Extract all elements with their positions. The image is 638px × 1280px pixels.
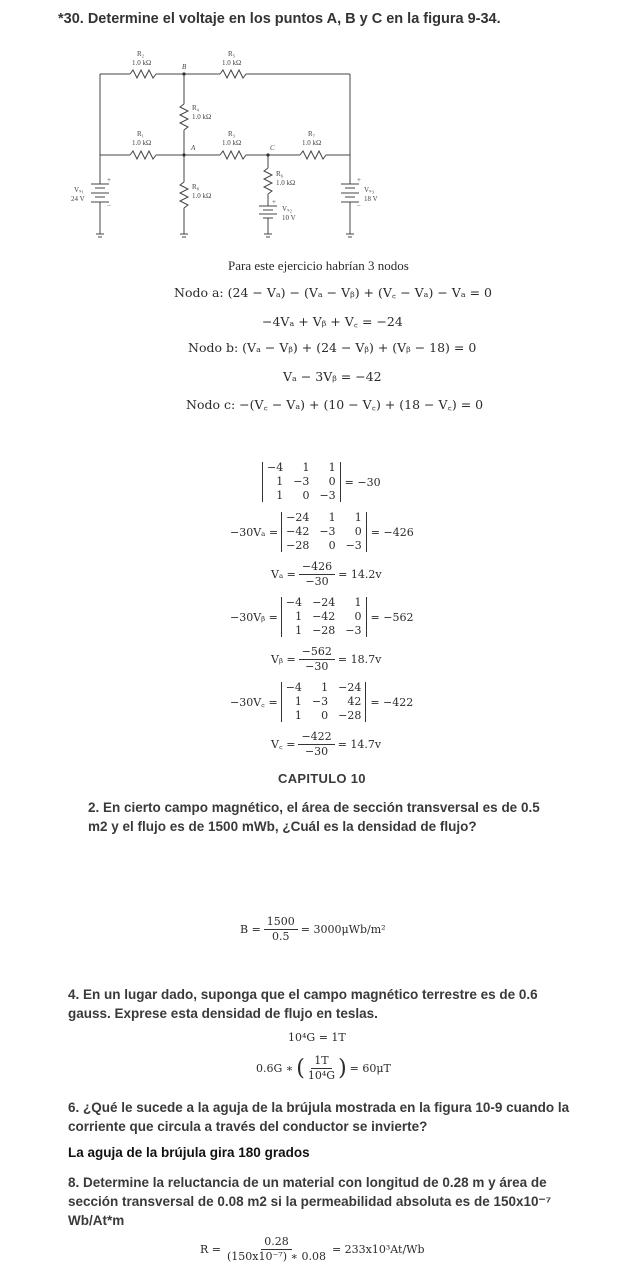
question-4: 4. En un lugar dado, suponga que el campo magnético terrestre es de 0.6 gauss. Exprese esta densidad de flujo en teslas. <box>68 987 538 1021</box>
matrix-cell: 1 <box>354 596 362 609</box>
node-c-expr: −(V꜀ − Vₐ) + (10 − V꜀) + (18 − V꜀) = 0 <box>239 397 484 412</box>
va-var: Vₐ = <box>271 568 296 582</box>
node-c-label: C <box>270 144 275 152</box>
matrix-cell: −42 <box>286 525 310 538</box>
matrix-cell: 1 <box>328 461 336 474</box>
matrix-cell: −42 <box>312 610 336 623</box>
q2-answer: = 3000μWb/m² <box>300 923 386 937</box>
vb-lhs: −30Vᵦ = <box>230 610 278 624</box>
vs1-minus: − <box>107 202 111 210</box>
matrix-vb <box>281 597 367 637</box>
r6-value: 1.0 kΩ <box>276 179 296 187</box>
circuit-diagram <box>60 44 400 249</box>
matrix-cell: −3 <box>345 624 362 637</box>
node-b-equation <box>188 340 476 355</box>
vb-determinant <box>230 597 413 637</box>
vb-det-result: = −562 <box>370 610 414 624</box>
matrix-cell: −3 <box>319 489 336 502</box>
matrix-cell: −3 <box>293 475 310 488</box>
matrix-cell: −24 <box>286 511 310 524</box>
r5-name: R₅ <box>228 50 236 58</box>
va-determinant <box>230 512 414 552</box>
vb-numerator: −562 <box>299 646 335 660</box>
matrix-cell: 0 <box>302 489 310 502</box>
matrix-cell: −24 <box>312 596 336 609</box>
vc-numerator: −422 <box>298 731 334 745</box>
r2-value: 1.0 kΩ <box>132 59 152 67</box>
node-a-label: A <box>191 144 196 152</box>
matrix-cell: −4 <box>267 461 284 474</box>
vs1-value: 24 V <box>71 195 85 203</box>
det-result: = −30 <box>344 475 381 489</box>
r3-name: R₃ <box>228 130 236 138</box>
matrix-cell: 0 <box>328 475 336 488</box>
node-c-equation <box>186 396 483 413</box>
vc-var: V꜀ = <box>271 738 296 752</box>
node-b-label-text: Nodo b: <box>188 340 239 355</box>
matrix-cell: 1 <box>276 489 284 502</box>
node-a-expr: (24 − Vₐ) − (Vₐ − Vᵦ) + (V꜀ − Vₐ) − Vₐ = 0 <box>227 285 493 300</box>
question-6: 6. ¿Qué le sucede a la aguja de la brújula mostrada en la figura 10-9 cuando la corriente que circula a través del conductor se invierte? <box>68 1100 570 1134</box>
q2-lhs: B = <box>240 923 261 937</box>
question-8: 8. Determine la reluctancia de un material con longitud de 0.28 m y área de sección transversal de 0.08 m2 si la permeabilidad absoluta es de 150x10⁻⁷ Wb/At*m <box>68 1175 552 1228</box>
va-lhs: −30Vₐ = <box>230 525 279 539</box>
matrix-cell: −24 <box>338 681 362 694</box>
vc-solution <box>271 731 381 758</box>
q2-solution <box>240 916 386 943</box>
q8-answer: = 233x10³At/Wb <box>331 1243 425 1257</box>
matrix-cell: 42 <box>347 695 362 708</box>
node-b-expr: (Vₐ − Vᵦ) + (24 − Vᵦ) + (Vᵦ − 18) = 0 <box>242 340 477 355</box>
vs2-value: 10 V <box>282 214 296 222</box>
chapter-title: CAPITULO 10 <box>278 771 366 786</box>
q2-denominator: 0.5 <box>272 930 290 944</box>
node-a-label-text: Nodo a: <box>174 285 224 300</box>
matrix-cell: −28 <box>312 624 336 637</box>
q8-lhs: R = <box>200 1243 221 1257</box>
matrix-cell: 0 <box>354 525 362 538</box>
vs2-plus: + <box>272 198 276 206</box>
system-determinant <box>262 462 381 502</box>
vc-answer: = 14.7v <box>337 738 382 752</box>
vs1-name: Vₛ₁ <box>74 186 85 194</box>
r5-value: 1.0 kΩ <box>222 59 242 67</box>
matrix-det <box>262 462 341 502</box>
q4-answer: = 60μT <box>349 1062 391 1076</box>
matrix-cell: −3 <box>311 695 329 708</box>
matrix-cell: −4 <box>285 681 302 694</box>
vs3-plus: + <box>357 176 361 184</box>
matrix-cell: 1 <box>302 461 310 474</box>
q4-denominator: 10⁴G <box>307 1069 336 1083</box>
q4-solution: 0.6G ∗ ( $\frac{1T}{\text{10⁴G}}$ ) = 60μT <box>256 1054 391 1083</box>
matrix-cell: 1 <box>294 695 302 708</box>
node-a-equation <box>174 284 492 301</box>
vs1-plus: + <box>107 176 111 184</box>
matrix-vc <box>281 682 367 722</box>
r8-name: R₈ <box>192 183 200 191</box>
matrix-cell: −3 <box>345 539 362 552</box>
q4-lhs: 0.6G ∗ <box>256 1062 294 1076</box>
matrix-cell: 0 <box>321 709 329 722</box>
q8-numerator: 0.28 <box>261 1236 292 1250</box>
vb-denominator: −30 <box>305 660 329 674</box>
matrix-cell: 1 <box>294 709 302 722</box>
va-det-result: = −426 <box>370 525 414 539</box>
matrix-cell: 1 <box>276 475 284 488</box>
r8-value: 1.0 kΩ <box>192 192 212 200</box>
nodes-intro: Para este ejercicio habrían 3 nodos <box>228 258 409 273</box>
r1-value: 1.0 kΩ <box>132 139 152 147</box>
vs2-name: Vₛ₂ <box>282 205 293 213</box>
node-c-label-text: Nodo c: <box>186 397 236 412</box>
matrix-cell: 1 <box>321 681 329 694</box>
vc-det-result: = −422 <box>370 695 414 709</box>
matrix-cell: 0 <box>328 539 336 552</box>
matrix-cell: −28 <box>286 539 310 552</box>
q2-numerator: 1500 <box>264 916 298 930</box>
q8-solution <box>200 1236 425 1263</box>
va-denominator: −30 <box>305 575 329 589</box>
vs3-name: Vₛ₃ <box>364 186 375 194</box>
vb-var: Vᵦ = <box>271 653 296 667</box>
matrix-cell: 1 <box>295 624 303 637</box>
question-2: 2. En cierto campo magnético, el área de sección transversal es de 0.5 m2 y el flujo es de 1500 mWb, ¿Cuál es la densidad de flujo? <box>88 800 540 834</box>
matrix-cell: −3 <box>319 525 336 538</box>
vs3-value: 18 V <box>364 195 378 203</box>
vc-denominator: −30 <box>304 745 329 759</box>
r2-name: R₂ <box>137 50 145 58</box>
vc-determinant <box>230 682 413 722</box>
matrix-cell: 1 <box>295 610 303 623</box>
matrix-cell: 1 <box>354 511 362 524</box>
r4-value: 1.0 kΩ <box>192 113 212 121</box>
matrix-cell: −4 <box>285 596 303 609</box>
node-b-simplified: Vₐ − 3Vᵦ = −42 <box>283 369 382 384</box>
r4-name: R₄ <box>192 104 200 112</box>
q8-denominator: (150x10⁻⁷) ∗ 0.08 <box>227 1250 326 1264</box>
q4-equivalence: 10⁴G = 1T <box>288 1031 346 1044</box>
matrix-va <box>281 512 367 552</box>
vb-answer: = 18.7v <box>337 653 382 667</box>
matrix-cell: 1 <box>328 511 336 524</box>
matrix-cell: −28 <box>338 709 362 722</box>
q6-answer: La aguja de la brújula gira 180 grados <box>68 1145 310 1160</box>
va-answer: = 14.2v <box>338 568 382 582</box>
r3-value: 1.0 kΩ <box>222 139 242 147</box>
vb-solution <box>271 646 381 673</box>
node-a-simplified: −4Vₐ + Vᵦ + V꜀ = −24 <box>262 314 403 329</box>
vs3-minus: − <box>357 202 361 210</box>
r7-value: 1.0 kΩ <box>302 139 322 147</box>
va-numerator: −426 <box>299 561 335 575</box>
r1-name: R₁ <box>137 130 145 138</box>
matrix-cell: 0 <box>354 610 362 623</box>
vc-lhs: −30V꜀ = <box>230 695 278 709</box>
problem-heading: *30. Determine el voltaje en los puntos A, B y C en la figura 9-34. <box>58 11 501 27</box>
r6-name: R₆ <box>276 170 284 178</box>
q4-numerator: 1T <box>311 1055 331 1069</box>
node-b-label: B <box>182 63 187 71</box>
va-solution <box>271 561 382 588</box>
r7-name: R₇ <box>308 130 316 138</box>
